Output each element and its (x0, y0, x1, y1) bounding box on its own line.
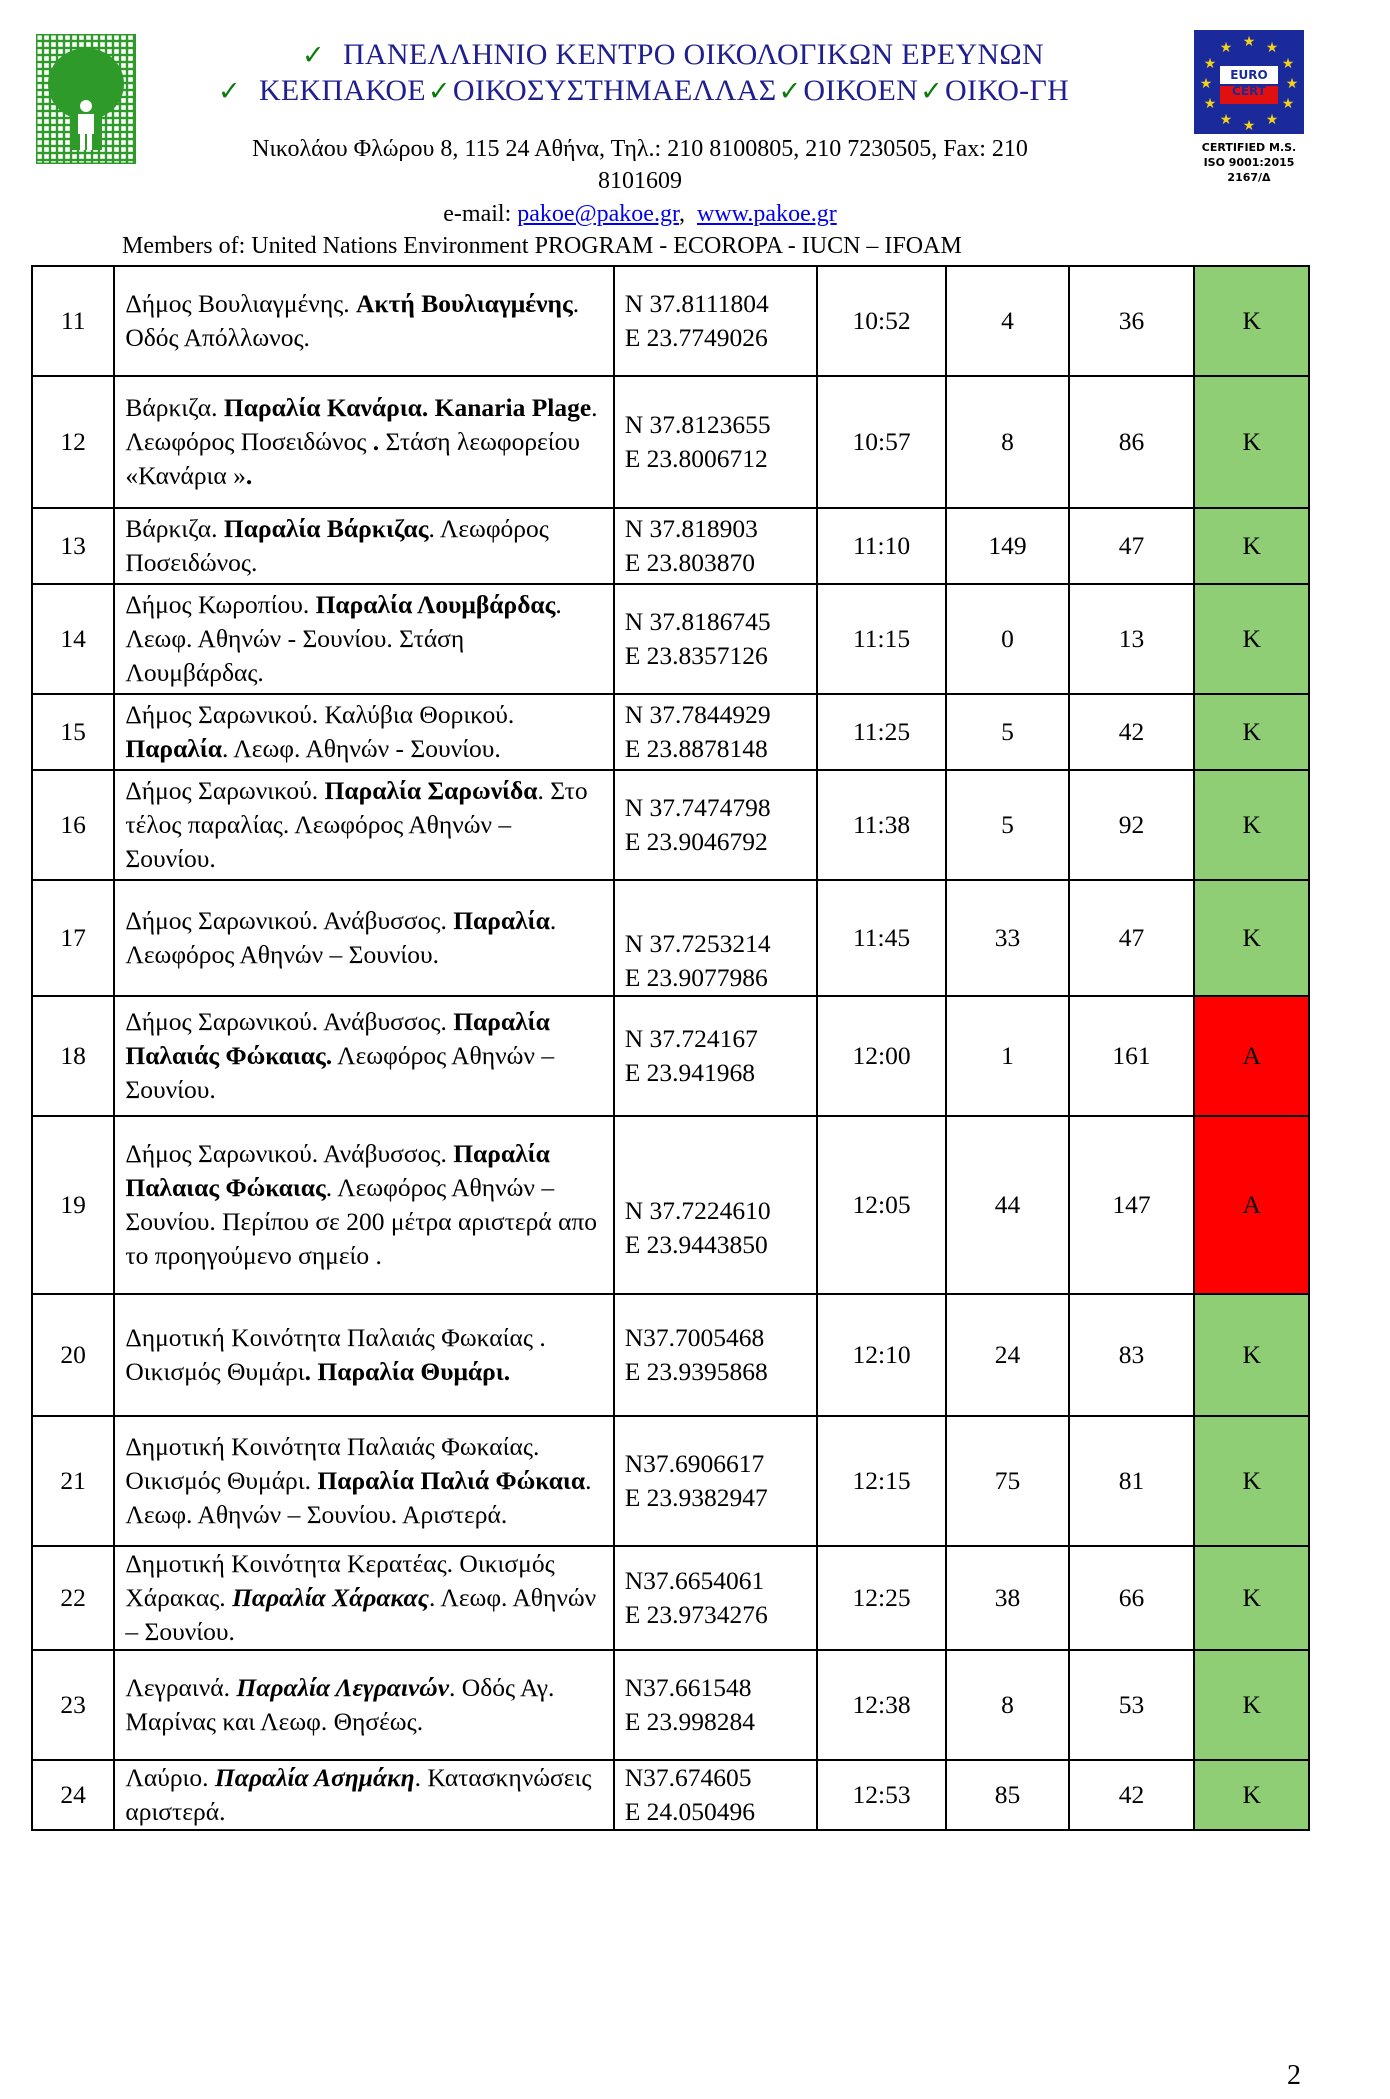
row-number: 17 (32, 880, 114, 996)
organization-logo (36, 34, 136, 164)
measurement-2: 81 (1069, 1416, 1195, 1546)
quality-badge: K (1194, 770, 1309, 880)
table-row (32, 508, 1309, 584)
longitude: E 23.9077986 (624, 963, 768, 992)
longitude: E 23.803870 (624, 548, 756, 577)
location-description: Δήμος Σαρωνικού. Ανάβυσσος. Παραλία. Λεωφόρος Αθηνών – Σουνίου. (114, 880, 613, 996)
location-description: Δήμος Κωροπίου. Παραλία Λουμβάρδας. Λεωφ. Αθηνών - Σουνίου. Στάση Λουμβάρδας. (114, 584, 613, 694)
row-number: 11 (32, 266, 114, 376)
measurement-1: 24 (946, 1294, 1068, 1416)
measurement-1: 85 (946, 1760, 1068, 1830)
measurement-2: 86 (1069, 376, 1195, 508)
location-description: Βάρκιζα. Παραλία Κανάρια. Kanaria Plage. Λεωφόρος Ποσειδώνος . Στάση λεωφορείου «Κανάρια ». (114, 376, 613, 508)
measurement-2: 92 (1069, 770, 1195, 880)
beach-samples-table (31, 265, 1310, 1831)
measurement-1: 44 (946, 1116, 1068, 1294)
latitude: N37.7005468 (624, 1323, 765, 1352)
check-icon: ✓ (427, 76, 451, 107)
table-row (32, 584, 1309, 694)
measurement-2: 83 (1069, 1294, 1195, 1416)
cert-text-3: 2167/Δ (1227, 171, 1271, 184)
check-icon: ✓ (302, 40, 325, 71)
website-link[interactable]: www.pakoe.gr (696, 201, 837, 227)
measurement-1: 33 (946, 880, 1068, 996)
svg-text:★: ★ (1265, 40, 1279, 56)
row-number: 16 (32, 770, 114, 880)
measurement-2: 13 (1069, 584, 1195, 694)
cert-text-2: ISO 9001:2015 (1203, 156, 1295, 169)
svg-text:★: ★ (1199, 76, 1213, 92)
table-row (32, 996, 1309, 1116)
svg-text:★: ★ (1281, 56, 1295, 72)
coordinates (614, 694, 817, 770)
org-name-line-2: ✓ ΚΕΚΠΑΚΟΕ✓ΟΙΚΟΣΥΣΤΗΜΑΕΛΛΑΣ✓ΟΙΚΟΕΝ✓ΟΙΚΟ-ΓΗ (218, 74, 1070, 107)
latitude: N 37.8186745 (624, 607, 771, 636)
latitude: N 37.7844929 (624, 700, 771, 729)
table-row (32, 1760, 1309, 1830)
quality-badge: K (1194, 1760, 1309, 1830)
table-row (32, 1416, 1309, 1546)
longitude: E 23.8357126 (624, 641, 768, 670)
location-description: Δημοτική Κοινότητα Παλαιάς Φωκαίας. Οικισμός Θυμάρι. Παραλία Παλιά Φώκαια. Λεωφ. Αθηνών – Σουνίου. Αριστερά. (114, 1416, 613, 1546)
row-number: 23 (32, 1650, 114, 1760)
check-icon: ✓ (920, 76, 944, 107)
svg-text:★: ★ (1285, 76, 1299, 92)
address-line-2: 8101609 (598, 168, 682, 194)
quality-badge: A (1194, 1116, 1309, 1294)
sample-time: 12:05 (817, 1116, 947, 1294)
row-number: 12 (32, 376, 114, 508)
quality-badge: K (1194, 1546, 1309, 1650)
coordinates (614, 266, 817, 376)
row-number: 15 (32, 694, 114, 770)
coordinates (614, 376, 817, 508)
coordinates (614, 584, 817, 694)
address-line-1: Νικολάου Φλώρου 8, 115 24 Αθήνα, Τηλ.: 210 8100805, 210 7230505, Fax: 210 (252, 136, 1028, 162)
location-description: Δήμος Σαρωνικού. Ανάβυσσος. Παραλία Παλαιάς Φώκαιας. Λεωφόρος Αθηνών – Σουνίου. (114, 996, 613, 1116)
measurement-2: 42 (1069, 694, 1195, 770)
measurement-1: 75 (946, 1416, 1068, 1546)
longitude: E 23.9382947 (624, 1483, 768, 1512)
latitude: N 37.7474798 (624, 793, 771, 822)
row-number: 22 (32, 1546, 114, 1650)
coordinates (614, 1760, 817, 1830)
org-name-line-1: ✓ ΠΑΝΕΛΛΗΝΙΟ ΚΕΝΤΡΟ ΟΙΚΟΛΟΓΙΚΩΝ ΕΡΕΥΝΩΝ (302, 38, 1044, 71)
row-number: 24 (32, 1760, 114, 1830)
measurement-1: 0 (946, 584, 1068, 694)
location-description: Λαύριο. Παραλία Ασημάκη. Κατασκηνώσεις αριστερά. (114, 1760, 613, 1830)
longitude: E 23.998284 (624, 1707, 756, 1736)
sample-time: 12:10 (817, 1294, 947, 1416)
latitude: N 37.8123655 (624, 410, 771, 439)
table-row (32, 770, 1309, 880)
latitude: N37.661548 (624, 1673, 752, 1702)
latitude: N 37.7224610 (624, 1196, 771, 1225)
row-number: 19 (32, 1116, 114, 1294)
measurement-1: 4 (946, 266, 1068, 376)
table-row (32, 1294, 1309, 1416)
row-number: 21 (32, 1416, 114, 1546)
eurocert-logo (1192, 28, 1306, 198)
measurement-2: 36 (1069, 266, 1195, 376)
longitude: E 23.8878148 (624, 734, 768, 763)
location-description: Δημοτική Κοινότητα Παλαιάς Φωκαίας . Οικισμός Θυμάρι. Παραλία Θυμάρι. (114, 1294, 613, 1416)
email-link[interactable]: pakoe@pakoe.gr (517, 201, 679, 227)
quality-badge: K (1194, 1416, 1309, 1546)
svg-text:★: ★ (1242, 34, 1256, 50)
contact-line: e-mail: pakoe@pakoe.gr, www.pakoe.gr (443, 201, 837, 227)
quality-badge: K (1194, 266, 1309, 376)
row-number: 14 (32, 584, 114, 694)
quality-badge: K (1194, 1294, 1309, 1416)
svg-text:★: ★ (1203, 96, 1217, 112)
svg-text:★: ★ (1242, 118, 1256, 134)
measurement-1: 5 (946, 770, 1068, 880)
coordinates (614, 1546, 817, 1650)
cert-text-1: CERTIFIED M.S. (1201, 141, 1297, 154)
sample-time: 11:15 (817, 584, 947, 694)
row-number: 13 (32, 508, 114, 584)
coordinates (614, 1116, 817, 1294)
quality-badge: K (1194, 584, 1309, 694)
location-description: Βάρκιζα. Παραλία Βάρκιζας. Λεωφόρος Ποσειδώνος. (114, 508, 613, 584)
measurement-1: 1 (946, 996, 1068, 1116)
longitude: E 23.9395868 (624, 1357, 768, 1386)
check-icon: ✓ (218, 76, 241, 107)
sample-time: 11:45 (817, 880, 947, 996)
table-row (32, 1116, 1309, 1294)
quality-badge: K (1194, 508, 1309, 584)
quality-badge: K (1194, 376, 1309, 508)
latitude: N 37.724167 (624, 1024, 758, 1053)
table-row (32, 1546, 1309, 1650)
location-description: Δήμος Σαρωνικού. Ανάβυσσος. Παραλία Παλαιας Φώκαιας. Λεωφόρος Αθηνών – Σουνίου. Περίπου σε 200 μέτρα αριστερά απο το προηγούμενο σημείο . (114, 1116, 613, 1294)
longitude: E 23.9046792 (624, 827, 768, 856)
table-row (32, 880, 1309, 996)
sample-time: 11:38 (817, 770, 947, 880)
measurement-1: 8 (946, 376, 1068, 508)
measurement-2: 42 (1069, 1760, 1195, 1830)
row-number: 18 (32, 996, 114, 1116)
latitude: N37.6906617 (624, 1449, 765, 1478)
measurement-2: 161 (1069, 996, 1195, 1116)
cert-logo-text: EURO CERT (1230, 68, 1268, 98)
location-description: Δήμος Σαρωνικού. Καλύβια Θορικού. Παραλία. Λεωφ. Αθηνών - Σουνίου. (114, 694, 613, 770)
table-row (32, 376, 1309, 508)
check-icon: ✓ (778, 76, 802, 107)
quality-badge: K (1194, 880, 1309, 996)
location-description: Λεγραινά. Παραλία Λεγραινών. Οδός Αγ. Μαρίνας και Λεωφ. Θησέως. (114, 1650, 613, 1760)
location-description: Δήμος Βουλιαγμένης. Ακτή Βουλιαγμένης. Οδός Απόλλωνος. (114, 266, 613, 376)
latitude: N37.6654061 (624, 1566, 765, 1595)
sample-time: 10:52 (817, 266, 947, 376)
svg-text:★: ★ (1219, 112, 1233, 128)
row-number: 20 (32, 1294, 114, 1416)
location-description: Δήμος Σαρωνικού. Παραλία Σαρωνίδα. Στο τέλος παραλίας. Λεωφόρος Αθηνών – Σουνίου. (114, 770, 613, 880)
longitude: E 23.8006712 (624, 444, 768, 473)
sample-time: 12:38 (817, 1650, 947, 1760)
sample-time: 10:57 (817, 376, 947, 508)
latitude: N37.674605 (624, 1763, 752, 1792)
coordinates (614, 770, 817, 880)
measurement-1: 5 (946, 694, 1068, 770)
svg-text:★: ★ (1281, 96, 1295, 112)
table-row (32, 1650, 1309, 1760)
coordinates (614, 996, 817, 1116)
measurement-1: 8 (946, 1650, 1068, 1760)
table-row (32, 266, 1309, 376)
measurement-2: 47 (1069, 508, 1195, 584)
coordinates (614, 1416, 817, 1546)
latitude: N 37.7253214 (624, 929, 771, 958)
quality-badge: A (1194, 996, 1309, 1116)
sample-time: 11:10 (817, 508, 947, 584)
quality-badge: K (1194, 694, 1309, 770)
longitude: E 23.9443850 (624, 1230, 768, 1259)
measurement-1: 38 (946, 1546, 1068, 1650)
table-row (32, 694, 1309, 770)
sample-time: 12:53 (817, 1760, 947, 1830)
page-number: 2 (1287, 2060, 1301, 2091)
coordinates (614, 1650, 817, 1760)
svg-text:★: ★ (1203, 56, 1217, 72)
latitude: N 37.8111804 (624, 289, 769, 318)
measurement-2: 147 (1069, 1116, 1195, 1294)
measurement-2: 47 (1069, 880, 1195, 996)
location-description: Δημοτική Κοινότητα Κερατέας. Οικισμός Χάρακας. Παραλία Χάρακας. Λεωφ. Αθηνών – Σουνίου. (114, 1546, 613, 1650)
sample-time: 12:25 (817, 1546, 947, 1650)
svg-text:★: ★ (1265, 112, 1279, 128)
quality-badge: K (1194, 1650, 1309, 1760)
measurement-1: 149 (946, 508, 1068, 584)
coordinates (614, 1294, 817, 1416)
longitude: E 23.9734276 (624, 1600, 768, 1629)
svg-text:★: ★ (1219, 40, 1233, 56)
coordinates (614, 880, 817, 996)
measurement-2: 53 (1069, 1650, 1195, 1760)
longitude: E 23.941968 (624, 1058, 756, 1087)
sample-time: 11:25 (817, 694, 947, 770)
longitude: E 23.7749026 (624, 323, 768, 352)
latitude: N 37.818903 (624, 514, 758, 543)
longitude: E 24.050496 (624, 1797, 756, 1826)
measurement-2: 66 (1069, 1546, 1195, 1650)
members-line: Members of: United Nations Environment PROGRAM - ECOROPA - IUCN – IFOAM (122, 233, 962, 259)
sample-time: 12:00 (817, 996, 947, 1116)
sample-time: 12:15 (817, 1416, 947, 1546)
coordinates (614, 508, 817, 584)
